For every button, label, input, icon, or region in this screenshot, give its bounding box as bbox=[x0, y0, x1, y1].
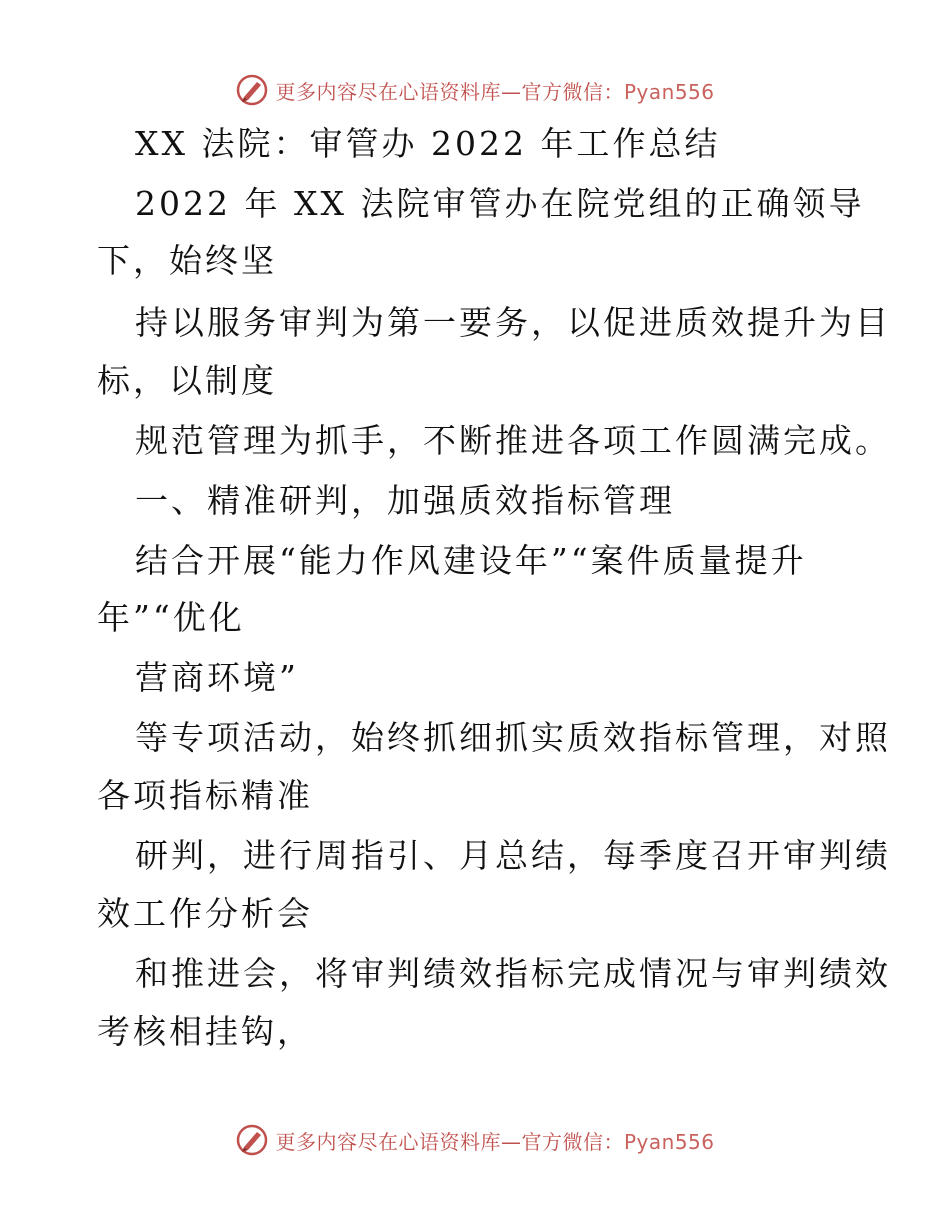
section-heading: 一、精准研判，加强质效指标管理 bbox=[135, 481, 675, 520]
paragraph-line: 和推进会，将审判绩效指标完成情况与审判绩效 bbox=[135, 954, 891, 993]
paragraph-line: 下，始终坚 bbox=[97, 241, 277, 280]
header-watermark bbox=[0, 70, 950, 110]
paragraph-line: 研判，进行周指引、月总结，每季度召开审判绩 bbox=[135, 836, 891, 875]
footer-watermark bbox=[0, 1120, 950, 1160]
paragraph-line: 营商环境” bbox=[135, 658, 299, 697]
pen-logo-icon bbox=[235, 1123, 269, 1157]
paragraph-line: 2022 年 XX 法院审管办在院党组的正确领导 bbox=[135, 184, 865, 223]
paragraph-line: 结合开展“能力作风建设年”“案件质量提升 bbox=[135, 541, 807, 580]
paragraph-line: 规范管理为抓手，不断推进各项工作圆满完成。 bbox=[135, 421, 891, 460]
document-title: XX 法院：审管办 2022 年工作总结 bbox=[135, 124, 721, 163]
watermark-text: 更多内容尽在心语资料库—官方微信：Pyan556 bbox=[275, 1129, 715, 1154]
paragraph-line: 持以服务审判为第一要务，以促进质效提升为目 bbox=[135, 303, 891, 342]
watermark-text: 更多内容尽在心语资料库—官方微信：Pyan556 bbox=[275, 79, 715, 104]
paragraph-line: 考核相挂钩， bbox=[97, 1012, 313, 1051]
pen-logo-icon bbox=[235, 73, 269, 107]
paragraph-line: 等专项活动，始终抓细抓实质效指标管理，对照 bbox=[135, 718, 891, 757]
paragraph-line: 年”“优化 bbox=[97, 598, 245, 637]
paragraph-line: 标，以制度 bbox=[97, 361, 277, 400]
paragraph-line: 效工作分析会 bbox=[97, 894, 313, 933]
paragraph-line: 各项指标精准 bbox=[97, 776, 313, 815]
